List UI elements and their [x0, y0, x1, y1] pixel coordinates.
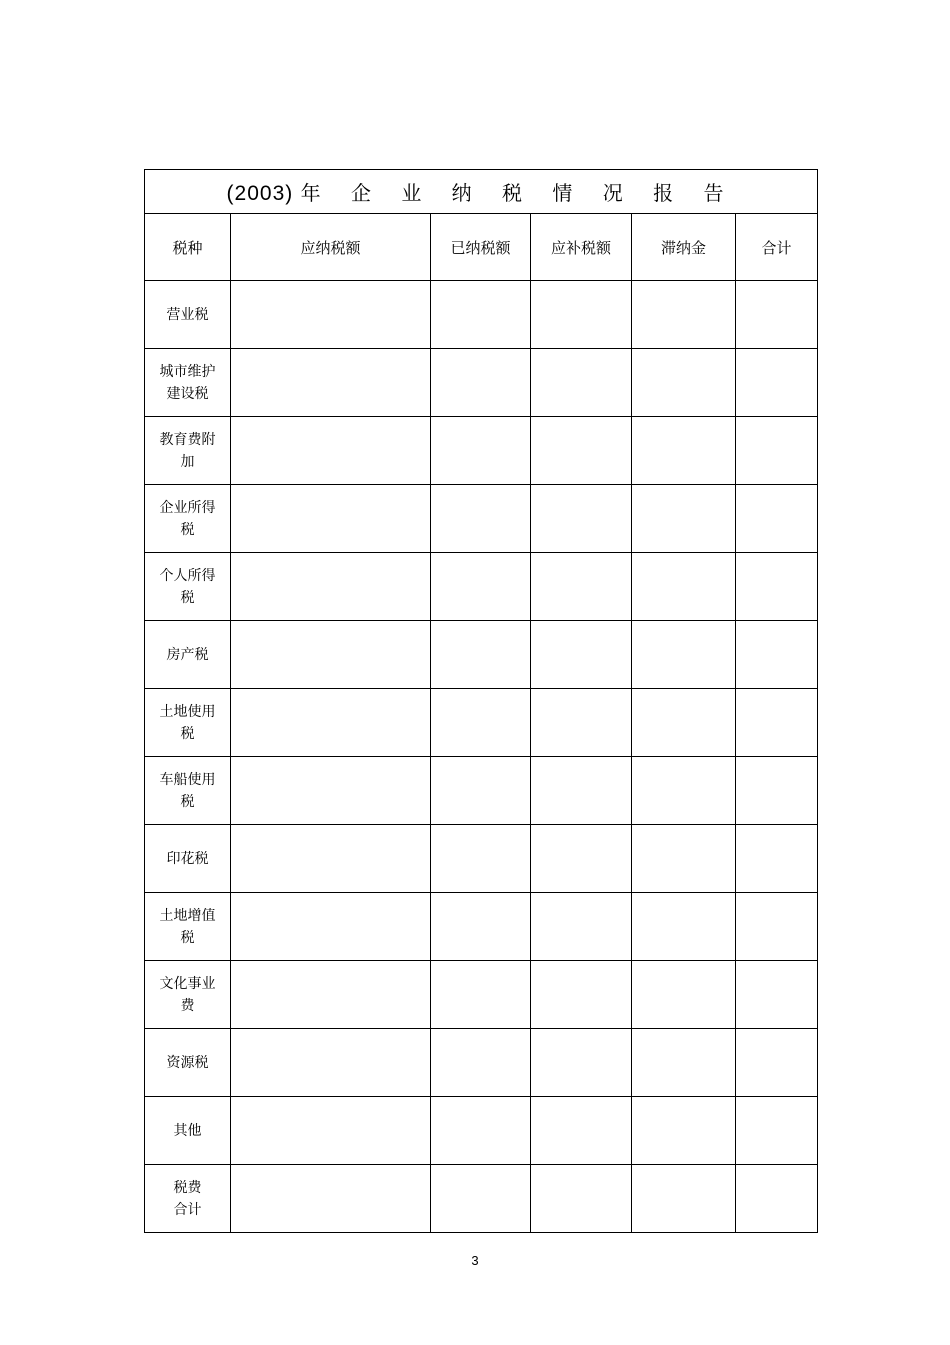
- cell-late-fee: [632, 825, 736, 893]
- cell-late-fee: [632, 1029, 736, 1097]
- table-row: [145, 1165, 818, 1233]
- cell-total: [736, 349, 818, 417]
- row-tax-type-label: [145, 893, 231, 961]
- table-row: [145, 485, 818, 553]
- header-tax-payable: 应纳税额: [231, 214, 431, 281]
- row-tax-type-label: [145, 961, 231, 1029]
- cell-tax-due: [531, 553, 632, 621]
- cell-late-fee: [632, 961, 736, 1029]
- cell-late-fee: [632, 1165, 736, 1233]
- row-label-line: 企业所得: [159, 499, 216, 516]
- cell-total: [736, 689, 818, 757]
- cell-tax-due: [531, 1165, 632, 1233]
- row-label-line: 教育费附: [159, 431, 216, 448]
- row-label-line: 土地使用: [159, 703, 216, 720]
- cell-late-fee: [632, 757, 736, 825]
- cell-tax-paid: [431, 1029, 531, 1097]
- row-tax-type-label: [145, 417, 231, 485]
- row-label-line: 房产税: [166, 646, 209, 663]
- cell-tax-payable: [231, 893, 431, 961]
- cell-late-fee: [632, 417, 736, 485]
- cell-tax-payable: [231, 281, 431, 349]
- cell-tax-payable: [231, 485, 431, 553]
- cell-tax-due: [531, 689, 632, 757]
- page-number: 3: [471, 1253, 479, 1268]
- cell-tax-payable: [231, 961, 431, 1029]
- cell-tax-due: [531, 281, 632, 349]
- cell-tax-paid: [431, 1097, 531, 1165]
- row-label-line: 其他: [173, 1122, 202, 1139]
- title-row: [145, 170, 818, 214]
- row-tax-type-label: [145, 1165, 231, 1233]
- row-label-line: 城市维护: [159, 363, 216, 380]
- cell-total: [736, 1097, 818, 1165]
- row-label-line: 建设税: [166, 385, 209, 402]
- row-label-line: 税: [180, 589, 195, 606]
- row-tax-type-label: [145, 1029, 231, 1097]
- cell-tax-due: [531, 961, 632, 1029]
- cell-tax-due: [531, 1097, 632, 1165]
- cell-tax-due: [531, 621, 632, 689]
- row-label-line: 税: [180, 521, 195, 538]
- row-tax-type-label: [145, 1097, 231, 1165]
- row-label-line: 土地增值: [159, 907, 216, 924]
- cell-tax-due: [531, 417, 632, 485]
- cell-total: [736, 1029, 818, 1097]
- table-row: [145, 349, 818, 417]
- cell-tax-paid: [431, 621, 531, 689]
- cell-tax-paid: [431, 553, 531, 621]
- cell-tax-paid: [431, 757, 531, 825]
- report-title: [145, 170, 818, 214]
- row-label-line: 文化事业: [159, 975, 216, 992]
- table-row: [145, 825, 818, 893]
- cell-total: [736, 893, 818, 961]
- table-row: [145, 757, 818, 825]
- cell-total: [736, 825, 818, 893]
- cell-total: [736, 621, 818, 689]
- cell-tax-paid: [431, 417, 531, 485]
- table-row: [145, 621, 818, 689]
- row-label-line: 合计: [173, 1201, 202, 1218]
- cell-tax-due: [531, 1029, 632, 1097]
- cell-late-fee: [632, 1097, 736, 1165]
- row-tax-type-label: [145, 689, 231, 757]
- cell-tax-paid: [431, 1165, 531, 1233]
- cell-tax-payable: [231, 349, 431, 417]
- cell-tax-payable: [231, 1029, 431, 1097]
- cell-late-fee: [632, 689, 736, 757]
- header-tax-paid: 已纳税额: [431, 214, 531, 281]
- cell-total: [736, 553, 818, 621]
- row-tax-type-label: [145, 281, 231, 349]
- cell-tax-payable: [231, 689, 431, 757]
- cell-total: [736, 281, 818, 349]
- cell-tax-paid: [431, 961, 531, 1029]
- row-label-line: 税: [180, 793, 195, 810]
- cell-tax-payable: [231, 417, 431, 485]
- cell-total: [736, 1165, 818, 1233]
- table-body: [145, 281, 818, 1233]
- cell-total: [736, 485, 818, 553]
- table-row: [145, 281, 818, 349]
- row-label-line: 营业税: [166, 306, 209, 323]
- table-row: [145, 417, 818, 485]
- cell-late-fee: [632, 553, 736, 621]
- cell-tax-paid: [431, 281, 531, 349]
- row-label-line: 车船使用: [159, 771, 216, 788]
- cell-total: [736, 417, 818, 485]
- table-row: [145, 689, 818, 757]
- header-tax-type: 税种: [145, 214, 231, 281]
- cell-late-fee: [632, 485, 736, 553]
- report-title-year: (2003): [226, 182, 294, 205]
- cell-tax-payable: [231, 757, 431, 825]
- cell-tax-payable: [231, 1097, 431, 1165]
- row-tax-type-label: [145, 621, 231, 689]
- cell-late-fee: [632, 349, 736, 417]
- table-row: [145, 893, 818, 961]
- row-tax-type-label: [145, 485, 231, 553]
- table-row: [145, 553, 818, 621]
- row-label-line: 税: [180, 929, 195, 946]
- header-row: [145, 214, 818, 281]
- table-row: [145, 961, 818, 1029]
- row-label-line: 税费: [173, 1179, 202, 1196]
- cell-total: [736, 757, 818, 825]
- row-label-line: 加: [180, 453, 195, 470]
- row-label-line: 个人所得: [159, 567, 216, 584]
- header-total: 合计: [736, 214, 818, 281]
- header-late-fee: 滞纳金: [632, 214, 736, 281]
- cell-tax-paid: [431, 349, 531, 417]
- cell-tax-due: [531, 349, 632, 417]
- cell-late-fee: [632, 621, 736, 689]
- row-tax-type-label: [145, 825, 231, 893]
- row-label-line: 税: [180, 725, 195, 742]
- cell-tax-payable: [231, 621, 431, 689]
- tax-report-table: [144, 169, 818, 1233]
- cell-tax-payable: [231, 1165, 431, 1233]
- table-row: [145, 1029, 818, 1097]
- cell-tax-paid: [431, 485, 531, 553]
- cell-total: [736, 961, 818, 1029]
- row-label-line: 印花税: [166, 850, 209, 867]
- row-tax-type-label: [145, 757, 231, 825]
- cell-tax-due: [531, 825, 632, 893]
- cell-tax-paid: [431, 893, 531, 961]
- row-tax-type-label: [145, 349, 231, 417]
- cell-tax-payable: [231, 825, 431, 893]
- table-row: [145, 1097, 818, 1165]
- header-tax-due: 应补税额: [531, 214, 632, 281]
- cell-tax-due: [531, 757, 632, 825]
- cell-tax-due: [531, 485, 632, 553]
- cell-late-fee: [632, 281, 736, 349]
- cell-tax-due: [531, 893, 632, 961]
- report-title-text: 年 企 业 纳 税 情 况 报 告: [300, 181, 736, 205]
- cell-tax-paid: [431, 689, 531, 757]
- row-tax-type-label: [145, 553, 231, 621]
- row-label-line: 资源税: [166, 1054, 209, 1071]
- cell-tax-payable: [231, 553, 431, 621]
- cell-late-fee: [632, 893, 736, 961]
- cell-tax-paid: [431, 825, 531, 893]
- row-label-line: 费: [180, 997, 195, 1014]
